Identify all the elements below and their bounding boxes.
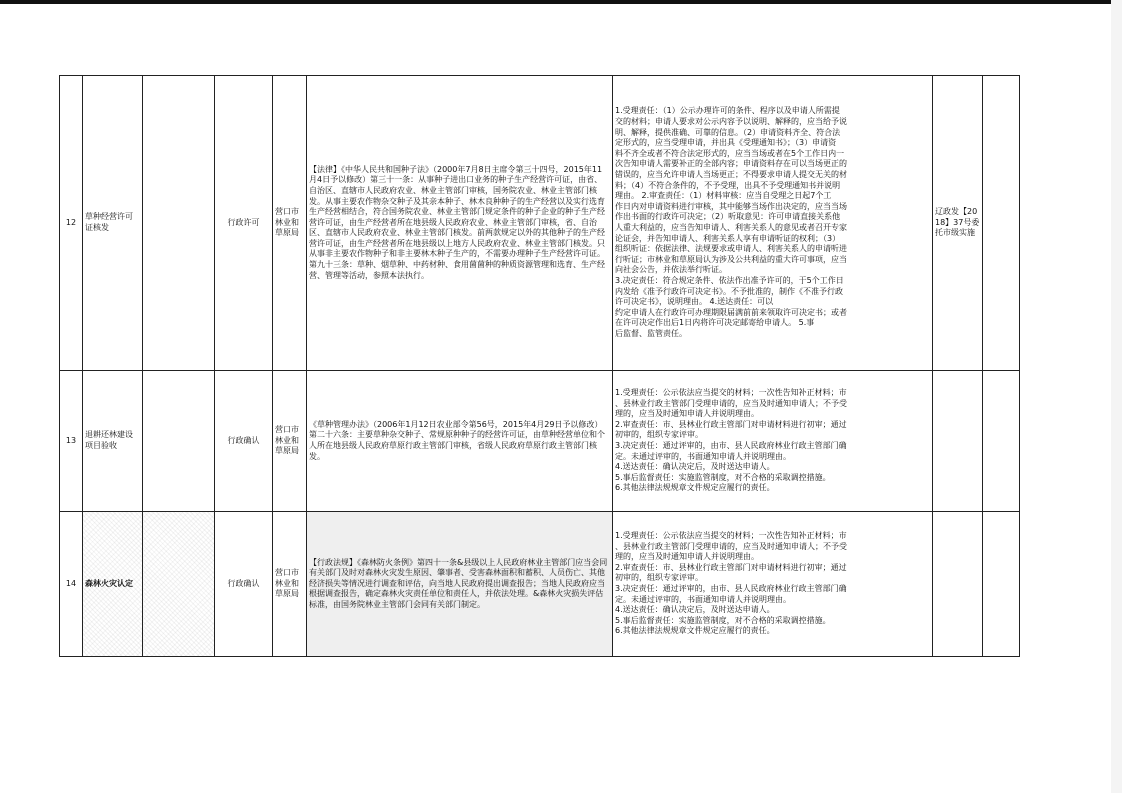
duty-line: 5.事后监督责任：实施监管制度，对不合格的采取调控措施。 [615,472,831,482]
duty-list [613,76,933,371]
duty-line: 、县林业行政主管部门受理申请的，应当及时通知申请人；不予受 [615,398,847,408]
duty-line: 1.受理责任：公示依法应当提交的材料；一次性告知补正材料；市 [615,531,847,541]
legal-basis: 《草种管理办法》（2006年1月12日农业部令第56号，2015年4月29日予以修改）第二十六条：主要草种杂交种子、常规原种种子的经营许可证，由草种经营单位和个人所在地县级人民政府草原行政主管部门审核，省级人民政府草原行政主管部门核发。 [307,371,613,512]
implementing-dept: 营口市林业和草原局 [273,371,307,512]
duty-line: 2.审查责任：市、县林业行政主管部门对申请材料进行初审；通过 [615,419,847,429]
duty-line: 行听证；市林业和草原局认为涉及公共利益的重大许可事项，应当 [615,254,847,264]
duty-line: 理的，应当及时通知申请人并说明理由。 [615,409,759,419]
duty-line: 初审的，组织专家评审。 [615,430,703,440]
table-row [60,512,1020,657]
duty-line: 理由。 2.审查责任：（1）材料审核：应当自受理之日起7个工 [615,191,832,201]
duty-line: 定形式的，应当受理申请，并出具《受理通知书》；（3）申请资 [615,138,837,148]
legal-basis: 【法律】《中华人民共和国种子法》（2000年7月8日主席令第三十四号，2015年11月4日予以修改）第三十一条：从事种子进出口业务的种子生产经营许可证，由省、自治区、直辖市人民政府农业、林业主管部门审核，国务院农业、林业主管部门核发。从事主要农作物杂交种子及其亲本种子、林木良种种子的生产经营以及实行选育生产经营相结合，符合国务院农业、林业主管部门规定条件的种子企业的种子生产经营许可证，由生产经营者所在地县级人民政府农业、林业主管部门审核，省、自治区、直辖市人民政府农业、林业主管部门核发。前两款规定以外的其他种子的生产经营许可证，由生产经营者所在地县级以上地方人民政府农业、林业主管部门核发。只从事非主要农作物种子和非主要林木种子生产的，不需要办理种子生产经营许可证。第九十三条：草种、烟草种、中药材种、食用菌菌种的种质资源管理和选育、生产经营、管理等活动，参照本法执行。 [307,76,613,371]
duty-line: 定。未通过评审的，书面通知申请人并说明理由。 [615,451,791,461]
item-name: 森林火灾认定 [83,512,143,657]
page-top-rule [0,0,1122,4]
duty-line: 1.受理责任：公示依法应当提交的材料；一次性告知补正材料；市 [615,388,847,398]
duty-line: 2.审查责任：市、县林业行政主管部门对申请材料进行初审；通过 [615,562,847,572]
scan-edge [1111,0,1122,793]
duty-list [613,371,933,512]
duty-line: 明、解释，提供准确、可靠的信息。（2）申请资料齐全、符合法 [615,127,841,137]
duty-line: 定。未通过评审的，书面通知申请人并说明理由。 [615,594,791,604]
duty-line: 初审的，组织专家评审。 [615,573,703,583]
implementing-dept: 营口市林业和草原局 [273,76,307,371]
row-number: 13 [60,371,83,512]
duty-list [613,512,933,657]
duty-line: 交的材料；申请人要求对公示内容予以说明、解释的，应当给予说 [615,117,847,127]
duty-line: 论证会，并告知申请人、利害关系人享有申请听证的权利；（3） [615,233,841,243]
duty-line: 理的，应当及时通知申请人并说明理由。 [615,552,759,562]
duty-line: 4.送达责任：确认决定后，及时送达申请人。 [615,462,775,472]
row-number: 12 [60,76,83,371]
item-name: 草种经营许可证核发 [83,76,143,371]
remark: 辽政发【2018】37号委托市级实施 [933,76,983,371]
duty-line: 作日内对申请资料进行审核，其中能够当场作出决定的，应当当场 [615,201,847,211]
duty-line: 次告知申请人需要补正的全部内容；申请资料存在可以当场更正的 [615,159,847,169]
duty-line: 向社会公告，并依法举行听证。 [615,265,727,275]
duty-line: 6.其他法律法规规章文件规定应履行的责任。 [615,626,775,636]
item-name: 退耕还林建设项目验收 [83,371,143,512]
legal-basis: 【行政法规】《森林防火条例》第四十一条&县级以上人民政府林业主管部门应当会同有关部门及时对森林火灾发生原因、肇事者、受害森林面积和蓄积、人员伤亡、其他经济损失等情况进行调查和评估，向当地人民政府提出调查报告；当地人民政府应当根据调查报告，确定森林火灾责任单位和责任人，并依法处理。&森林火灾损失评估标准，由国务院林业主管部门会同有关部门制定。 [307,512,613,657]
remark [933,371,983,512]
duty-line: 4.送达责任：确认决定后，及时送达申请人。 [615,605,775,615]
duty-line: 料不齐全或者不符合法定形式的，应当当场或者在5个工作日内一 [615,148,845,158]
sub-item-cell [143,76,215,371]
duty-line: 3.决定责任：通过评审的，由市、县人民政府林业行政主管部门确 [615,441,847,450]
sub-item-cell [143,512,215,657]
sub-item-cell [143,371,215,512]
duty-line: 、县林业行政主管部门受理申请的，应当及时通知申请人；不予受 [615,541,847,551]
table-row [60,76,1020,371]
duty-line: 在许可决定作出后1日内将许可决定邮寄给申请人。 5.事 [615,318,815,328]
item-type: 行政确认 [215,512,273,657]
table-row [60,371,1020,512]
duty-line: 内发给《准予行政许可决定书》。不予批准的，制作《不准予行政 [615,286,843,296]
duty-line: 1.受理责任：（1）公示办理许可的条件、程序以及申请人所需提 [615,106,840,116]
blank-cell [983,76,1020,371]
duty-line: 人重大利益的，应当告知申请人、利害关系人的意见或者召开专家 [615,223,847,232]
duty-line: 组织听证：依据法律、法规要求或申请人、利害关系人的申请听进 [615,244,847,254]
duty-line: 后监督、监管责任。 [615,328,687,338]
duty-line: 错误的，应当允许申请人当场更正；不得要求申请人提交无关的材 [615,170,847,180]
duty-line: 5.事后监督责任：实施监管制度，对不合格的采取调控措施。 [615,615,831,625]
blank-cell [983,371,1020,512]
blank-cell [983,512,1020,657]
duty-line: 作出书面的行政许可决定；（2）听取意见：许可申请直接关系他 [615,212,841,222]
item-type: 行政许可 [215,76,273,371]
duty-line: 料；（4）不符合条件的，不予受理，出具不予受理通知书并说明 [615,180,841,190]
power-list-table [59,75,1020,657]
implementing-dept: 营口市林业和草原局 [273,512,307,657]
duty-line: 约定申请人在行政许可办理期限届满前前来领取许可决定书；或者 [615,307,847,317]
duty-line: 3.决定责任：符合规定条件、依法作出准予许可的，于5个工作日 [615,275,844,285]
duty-line: 3.决定责任：通过评审的，由市、县人民政府林业行政主管部门确 [615,584,847,593]
row-number: 14 [60,512,83,657]
duty-line: 许可决定书》，说明理由。 4.送达责任：可以 [615,297,774,307]
duty-line: 6.其他法律法规规章文件规定应履行的责任。 [615,483,775,493]
remark [933,512,983,657]
item-type: 行政确认 [215,371,273,512]
